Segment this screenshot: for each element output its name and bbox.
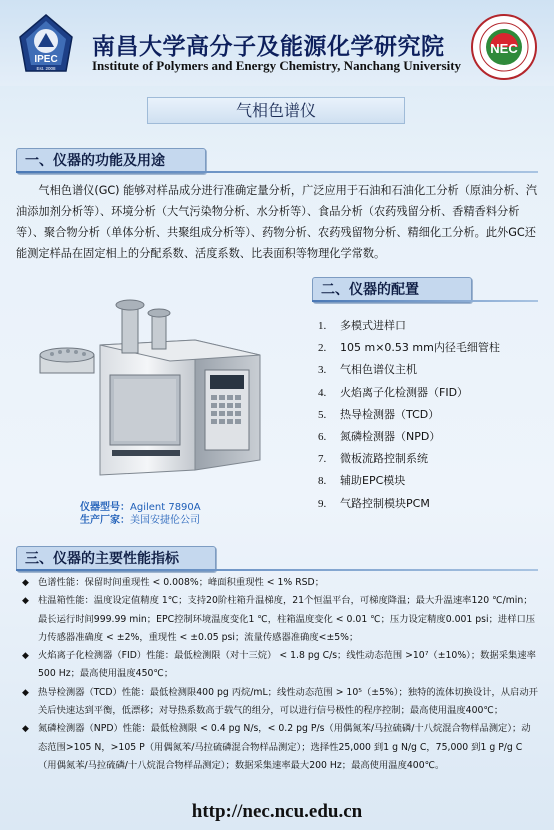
institute-title-en: Institute of Polymers and Energy Chemistry, Nanchang University [92,58,462,73]
instrument-maker-value: 美国安捷伦公司 [130,515,200,526]
spec-text: 火焰离子化检测器（FID）性能：最低检测限（对十三烷） < 1.8 pg C/s；线性动态范围 >10⁷（±10%）；数据采集速率500 Hz；最高使用温度450℃； [38,650,536,680]
config-item-text: 微板流路控制系统 [340,452,428,466]
section-config-heading: 二、仪器的配置 [312,277,472,303]
config-item-text: 火焰离子化检测器（FID） [340,385,469,399]
instrument-maker-label: 生产厂家： [80,515,130,526]
config-list [318,315,542,515]
config-item [318,404,542,426]
diamond-bullet-icon: ◆ [22,596,29,607]
ipec-logo-text: IPEC [34,54,58,65]
config-item [318,470,542,492]
config-item [318,493,542,515]
website-url[interactable]: http://nec.ncu.edu.cn [191,801,363,822]
institute-title-cn: 南昌大学高分子及能源化学研究院 [92,34,445,60]
config-item [318,448,542,470]
section-specs-heading: 三、仪器的主要性能指标 [16,546,216,572]
config-item-number: 9. [318,497,327,510]
spec-text: 色谱性能：保留时间重现性 < 0.008%；峰面积重现性 < 1% RSD； [38,577,325,588]
ipec-logo-est: Est. 2008 [36,66,56,71]
instrument-model-value: Agilent 7890A [130,502,201,513]
config-item-number: 1. [318,320,327,332]
config-item-number: 8. [318,475,327,488]
spec-item [22,647,538,684]
config-item-number: 5. [318,408,327,421]
header-banner [0,0,554,86]
page-title: 气相色谱仪 [147,97,405,124]
config-item [318,337,542,359]
spec-text: 柱温箱性能：温度设定值精度 1℃；支持20阶柱箱升温梯度，21个恒温平台，可梯度降温；最大升温速率120 ℃/min；最长运行时间999.99 min；EPC控制环境温度变化1 ℃，柱箱温度变化 < 0.01 ℃；压力设定精度0.001 psi；进样口压力传感器准确度 < ±2%，重现性 < ±0.05 psi；流量传感器准确度<±5%； [38,595,536,643]
section-divider [16,171,538,173]
config-item-text: 气相色谱仪主机 [340,363,417,377]
config-item-text: 辅助EPC模块 [340,474,406,488]
section-divider [312,300,538,302]
section-function-heading: 一、仪器的功能及用途 [16,148,206,174]
specs-list [22,574,538,775]
function-description: 气相色谱仪(GC) 能够对样品成分进行准确定量分析，广泛应用于石油和石油化工分析（原油分析、汽油添加剂分析等）、环境分析（大气污染物分析、水分析等）、食品分析（农药残留分析、香精香料分析等）、聚合物分析（单体分析、共聚组成分析等）、药物分析、农药残留物分析、精细化工分析。此外GC还能测定样品在固定相上的分配系数、活度系数、比表面积等物理化学常数。 [16,184,538,260]
diamond-bullet-icon: ◆ [22,687,29,698]
diamond-bullet-icon: ◆ [22,578,29,588]
config-item-text: 气路控制模块PCM [340,496,430,510]
ipec-logo [16,13,76,75]
spec-item [22,574,538,592]
config-item-number: 2. [318,342,327,355]
config-item-text: 105 m×0.53 mm内径毛细管柱 [340,341,500,355]
nec-logo-text: NEC [490,41,518,56]
diamond-bullet-icon: ◆ [22,724,29,735]
spec-item [22,720,538,775]
config-item-text: 热导检测器（TCD） [340,407,440,421]
instrument-maker [80,511,200,526]
config-item [318,426,542,448]
config-item [318,359,542,381]
spec-text: 热导检测器（TCD）性能：最低检测限400 pg 丙烷/mL；线性动态范围 > 10⁵（±5%）；独特的流体切换设计，从启动开关后快速达到平衡，低漂移；对导热系数高于载气的组分，可以进行信号极性的程序控制；最高使用温度400℃； [38,686,538,717]
spec-item [22,592,538,647]
config-item-number: 4. [318,386,327,399]
config-item-text: 多模式进样口 [340,319,406,332]
config-item [318,315,542,337]
config-item-text: 氮磷检测器（NPD） [340,430,441,444]
instrument-model-label: 仪器型号： [80,502,130,513]
config-item [318,382,542,404]
config-item-number: 7. [318,453,327,466]
section-divider [16,569,538,571]
spec-item [22,684,538,721]
diamond-bullet-icon: ◆ [22,651,29,662]
gas-chromatograph-image [30,285,300,490]
config-item-number: 6. [318,431,327,444]
nec-logo [470,13,538,81]
spec-text: 氮磷检测器（NPD）性能：最低检测限 < 0.4 pg N/s，< 0.2 pg P/s（用偶氮苯/马拉硫磷/十八烷混合物样品测定）；动态范围>105 N，>105 P（用偶氮苯/马拉硫磷混合物样品测定）；选择性25,000 到1 g N/g C，75,000 到1 g P/g C（用偶氮苯/马拉硫磷/十八烷混合物样品测定）；数据采集速率最大200 Hz；最高使用温度400℃。 [38,723,531,771]
config-item-number: 3. [318,364,327,377]
